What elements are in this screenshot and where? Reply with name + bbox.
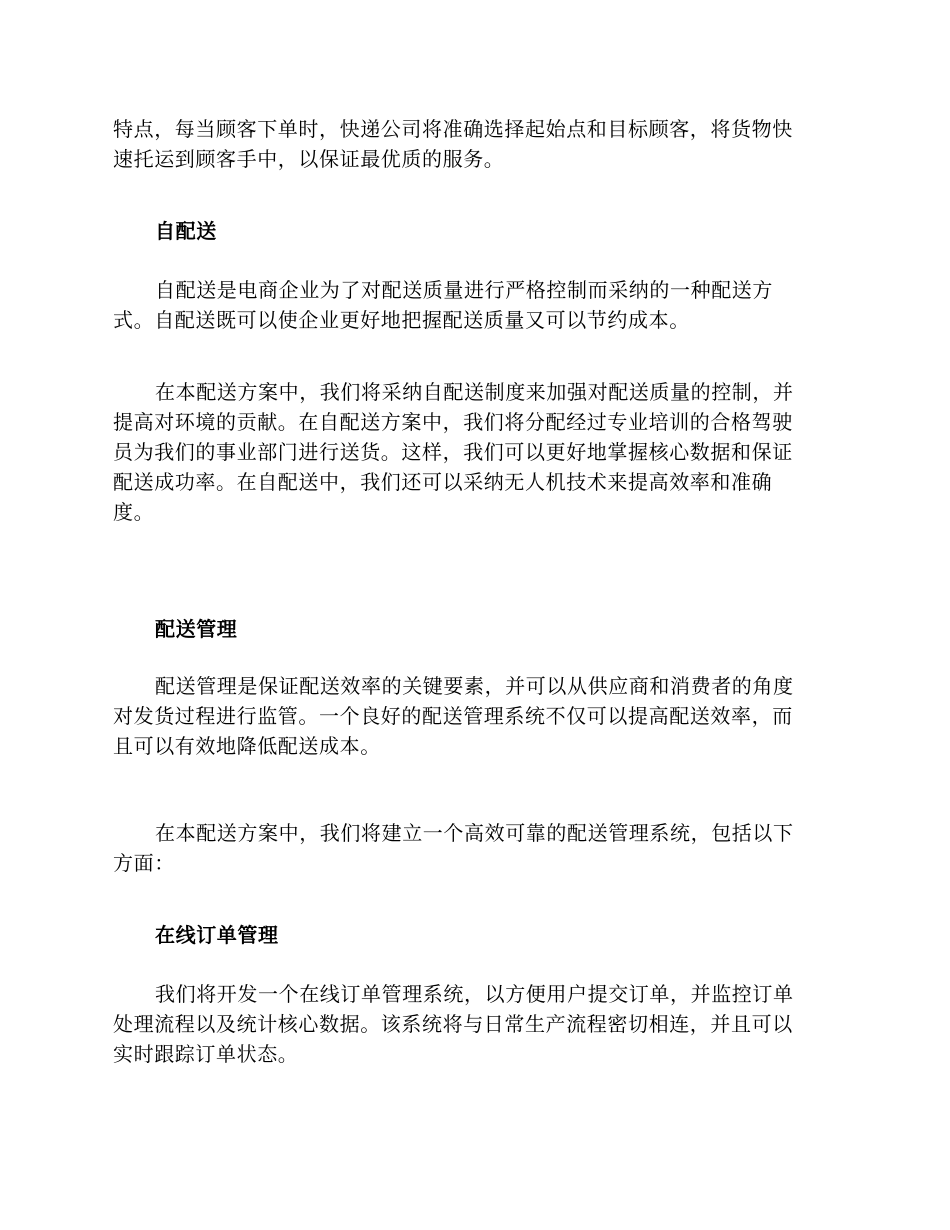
text-line: 对发货过程进行监管。一个良好的配送管理系统不仅可以提高配送效率，而 xyxy=(113,704,793,728)
text-line: 配送成功率。在自配送中，我们还可以采纳无人机技术来提高效率和准确 xyxy=(113,470,773,494)
text-line: 速托运到顾客手中，以保证最优质的服务。 xyxy=(113,147,505,171)
text-line: 处理流程以及统计核心数据。该系统将与日常生产流程密切相连，并且可以 xyxy=(113,1012,793,1036)
text-line: 特点，每当顾客下单时，快递公司将准确选择起始点和目标顾客，将货物快 xyxy=(113,117,793,141)
text-line: 员为我们的事业部门进行送货。这样，我们可以更好地掌握核心数据和保证 xyxy=(113,440,793,464)
paragraph-online-order-management xyxy=(113,979,831,1069)
text-line: 自配送是电商企业为了对配送质量进行严格控制而采纳的一种配送方 xyxy=(155,278,773,302)
text-line: 在本配送方案中，我们将建立一个高效可靠的配送管理系统，包括以下 xyxy=(155,821,794,845)
text-line: 我们将开发一个在线订单管理系统，以方便用户提交订单，并监控订单 xyxy=(155,982,794,1006)
paragraph-delivery-management-definition xyxy=(113,671,831,761)
text-line: 且可以有效地降低配送成本。 xyxy=(113,734,381,758)
section-heading-delivery-management: 配送管理 xyxy=(155,617,238,641)
text-line: 配送管理是保证配送效率的关键要素，并可以从供应商和消费者的角度 xyxy=(155,674,794,698)
text-line: 方面： xyxy=(113,851,175,875)
section-heading-online-order-management: 在线订单管理 xyxy=(155,923,279,947)
paragraph-self-delivery-definition xyxy=(113,275,831,335)
paragraph-self-delivery-plan xyxy=(113,377,831,527)
paragraph-intro-continued xyxy=(113,114,831,174)
paragraph-delivery-management-plan xyxy=(113,818,831,878)
text-line: 实时跟踪订单状态。 xyxy=(113,1042,299,1066)
text-line: 度。 xyxy=(113,500,155,524)
text-line: 在本配送方案中，我们将采纳自配送制度来加强对配送质量的控制，并 xyxy=(155,380,794,404)
text-line: 式。自配送既可以使企业更好地把握配送质量又可以节约成本。 xyxy=(113,308,690,332)
text-line: 提高对环境的贡献。在自配送方案中，我们将分配经过专业培训的合格驾驶 xyxy=(113,410,793,434)
section-heading-self-delivery: 自配送 xyxy=(155,219,217,243)
